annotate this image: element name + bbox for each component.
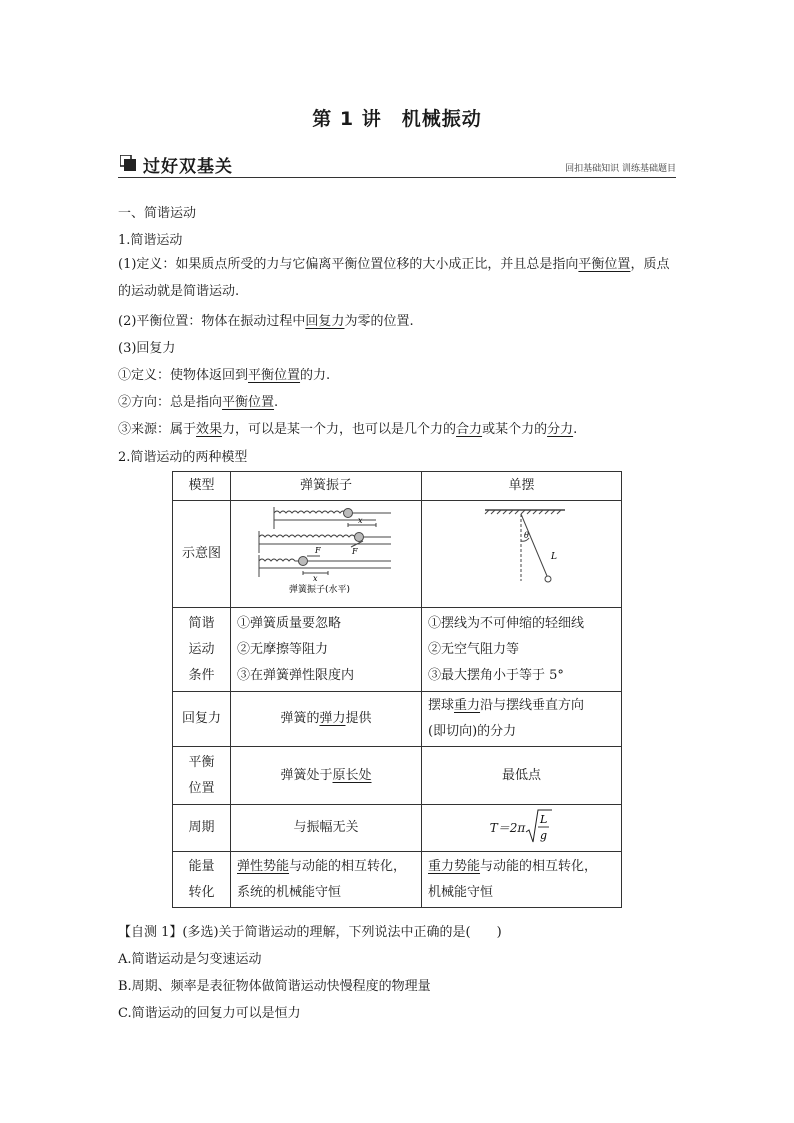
heading-simple-harmonic: 一、简谐运动 [118,206,197,221]
subheading-simple-harmonic: 1.简谐运动 [118,233,183,248]
period-pendulum [422,805,622,852]
restoring-direction: ②方向：总是指向平衡位置. [118,395,279,410]
equilibrium-line: (2)平衡位置：物体在振动过程中回复力为零的位置. [118,314,414,329]
table-row-conditions [173,608,622,692]
table-row-header [173,472,622,501]
spring-label-f-right: F [352,547,358,556]
table-row-equilibrium [173,747,622,805]
table-row-restoring [173,692,622,747]
section-subtitle: 回扣基础知识 训练基础题目 [565,164,676,174]
section-rule [118,177,676,178]
restoring-definition: ①定义：使物体返回到平衡位置的力. [118,368,331,383]
equilibrium-label: 平衡 位置 [173,747,231,805]
energy-pendulum: 重力势能与动能的相互转化， 机械能守恒 [422,852,622,908]
restoring-pendulum: 摆球重力沿与摆线垂直方向 (即切向)的分力 [422,692,622,747]
sqrt-fraction [525,808,553,848]
energy-spring: 弹性势能与动能的相互转化， 系统的机械能守恒 [231,852,422,908]
period-numerator: L [540,813,548,826]
energy-label: 能量 转化 [173,852,231,908]
models-heading: 2.简谐运动的两种模型 [118,450,248,465]
models-table [172,471,622,908]
restoring-heading: (3)回复力 [118,341,176,356]
equilibrium-spring: 弹簧处于原长处 [231,747,422,805]
header-pendulum: 单摆 [422,472,622,501]
restoring-label: 回复力 [173,692,231,747]
definition-paragraph: (1)定义：如果质点所受的力与它偏离平衡位置位移的大小成正比，并且总是指向平衡位置，质点的运动就是简谐运动. [118,257,670,299]
equilibrium-pendulum: 最低点 [422,747,622,805]
section-header [118,152,676,178]
table-row-energy [173,852,622,908]
section-square-icon [120,155,136,171]
quiz-tag: 【自测 1】 [118,925,183,940]
period-label: 周期 [173,805,231,852]
spring-oscillator-diagram [236,501,416,597]
quiz-option-b: B.周期、频率是表征物体做简谐运动快慢程度的物理量 [118,979,431,994]
spring-label-x-bottom: x [313,574,318,583]
pendulum-diagram [427,501,617,597]
conditions-pendulum: ①摆线为不可伸缩的轻细线 ②无空气阻力等 ③最大摆角小于等于 5° [422,608,622,692]
header-spring: 弹簧振子 [231,472,422,501]
header-model: 模型 [173,472,231,501]
pendulum-label-theta: θ [523,531,529,540]
table-row-period [173,805,622,852]
spring-diagram-cell [231,501,422,608]
pendulum-diagram-cell [422,501,622,608]
conditions-label: 简谐 运动 条件 [173,608,231,692]
spring-label-f-left: F [315,546,321,555]
period-spring: 与振幅无关 [231,805,422,852]
quiz-question: 【自测 1】(多选)关于简谐运动的理解，下列说法中正确的是( ) [118,925,502,940]
quiz-option-a: A.简谐运动是匀变速运动 [118,952,262,967]
period-formula: T＝2π L g [490,808,554,848]
restoring-source: ③来源：属于效果力，可以是某一个力，也可以是几个力的合力或某个力的分力. [118,422,578,437]
spring-caption: 弹簧振子(水平) [289,585,351,595]
diagram-label: 示意图 [173,501,231,608]
quiz-option-c: C.简谐运动的回复力可以是恒力 [118,1006,301,1021]
period-denominator: g [540,829,548,842]
restoring-spring: 弹簧的弹力提供 [231,692,422,747]
section-title: 过好双基关 [143,157,233,177]
page-title: 第 1 讲 机械振动 [312,108,482,130]
conditions-spring: ①弹簧质量要忽略 ②无摩擦等阻力 ③在弹簧弹性限度内 [231,608,422,692]
table-row-diagram [173,501,622,608]
pendulum-label-l: L [550,552,557,562]
spring-label-x-top: x [358,516,363,525]
